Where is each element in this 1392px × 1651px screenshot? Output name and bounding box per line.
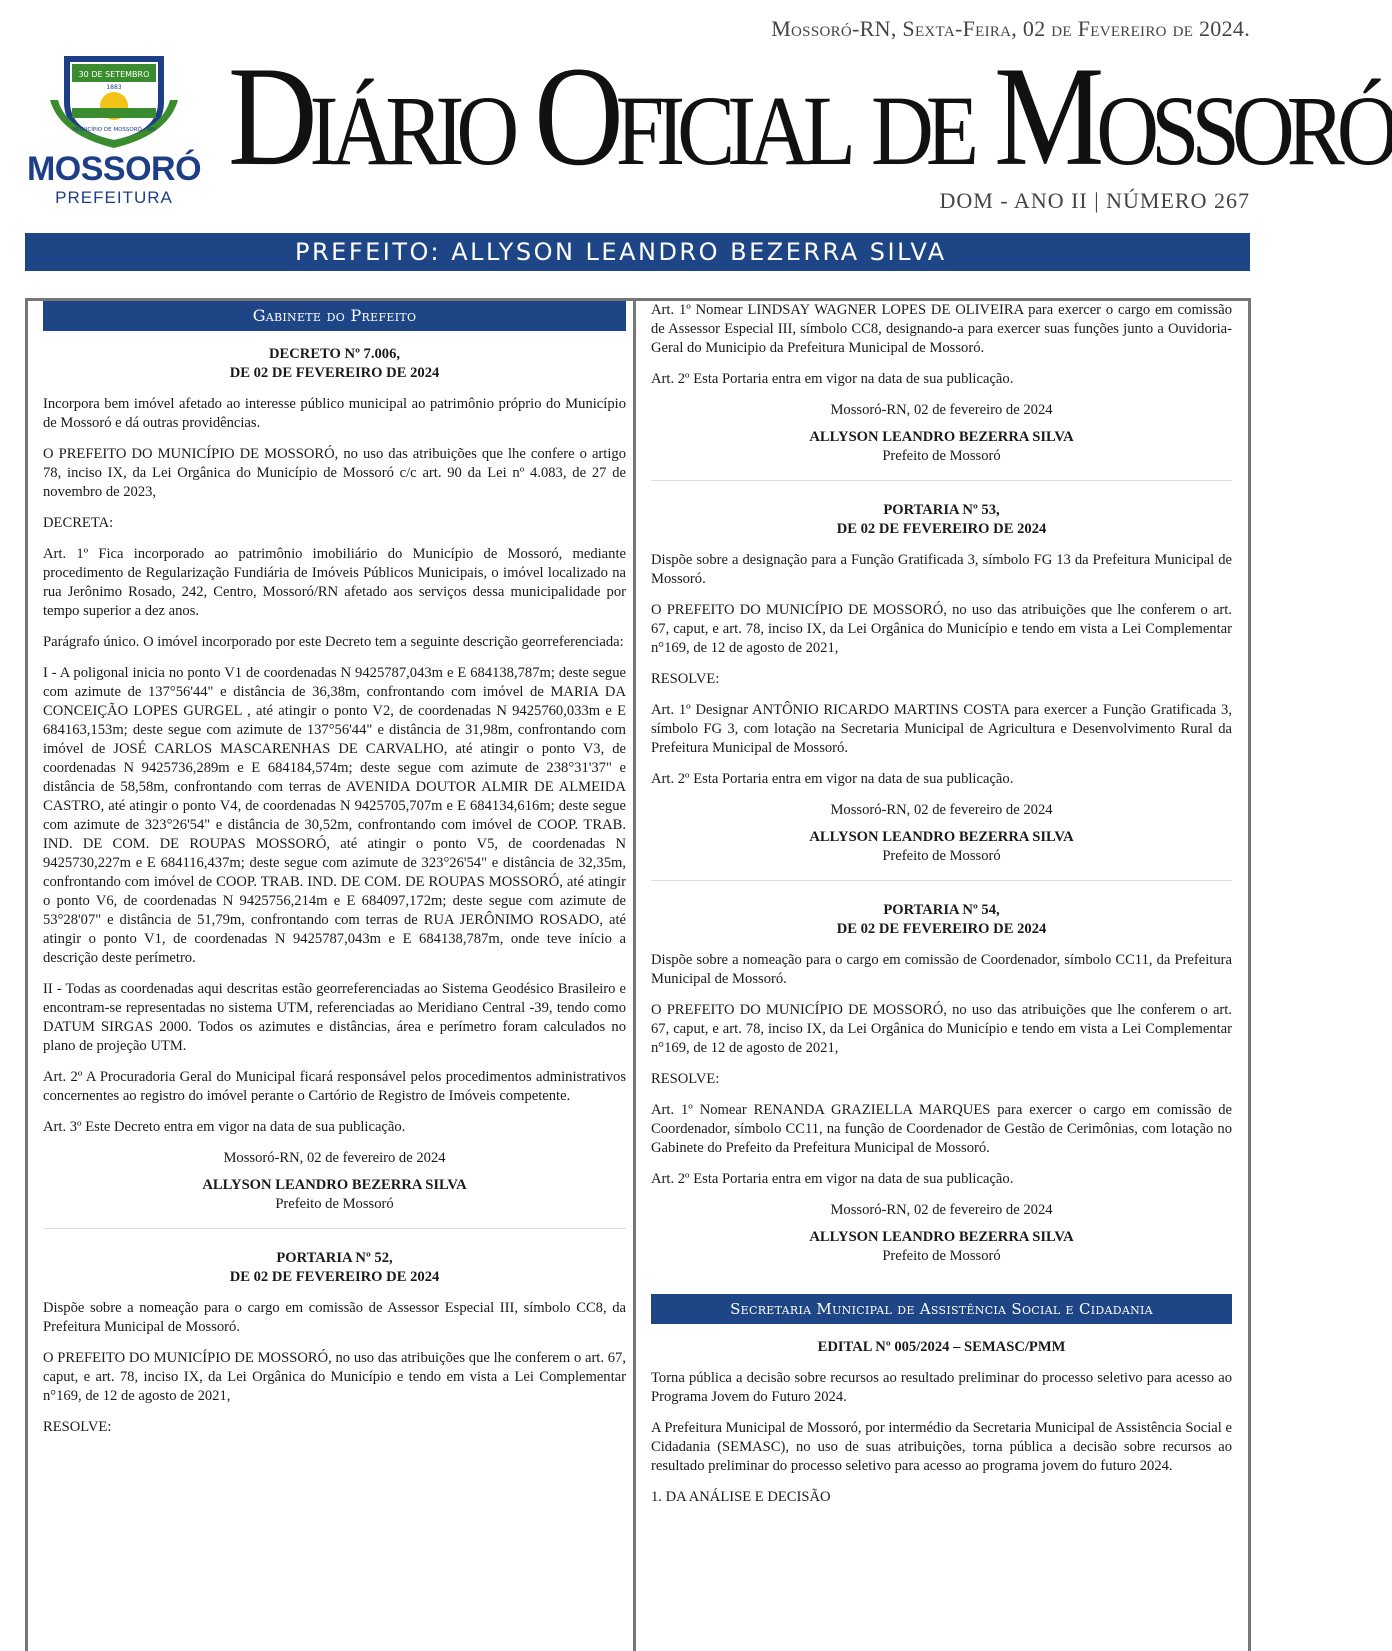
logo-ring-text: MUNICÍPIO DE MOSSORÓ · RN xyxy=(72,127,156,133)
portaria52-heading xyxy=(43,1249,626,1287)
logo-city-name: MOSSORÓ xyxy=(26,150,202,188)
decreto-art1: Art. 1º Fica incorporado ao patrimônio imobiliário do Município de Mossoró, mediante procedimento de Regularização Fundiária de Imóveis Públicos Municipais, o imóvel localizado na rua Jerônimo Rosado, 242, Centro, Mossoró/RN afetado aos serviços dessa municipalidade por tempo superior a dez anos. xyxy=(43,546,626,619)
portaria54-heading xyxy=(651,901,1232,939)
portaria53-signer-role: Prefeito de Mossoró xyxy=(882,848,1001,864)
portaria53-title: PORTARIA Nº 53, xyxy=(883,502,1000,518)
issue-number: DOM - ANO II | NÚMERO 267 xyxy=(939,188,1250,213)
edital-body: A Prefeitura Municipal de Mossoró, por intermédio da Secretaria Municipal de Assistência Social e Cidadania (SEMASC), no uso de suas atribuições, torna pública a decisão sobre recursos ao resultado preliminar do processo seletivo para acesso ao programa jovem do futuro 2024. xyxy=(651,1420,1232,1474)
decreto-art3: Art. 3º Este Decreto entra em vigor na data de sua publicação. xyxy=(43,1119,406,1135)
section-header-semasc: Secretaria Municipal de Assistência Social e Cidadania xyxy=(651,1294,1232,1324)
decreto-signer: ALLYSON LEANDRO BEZERRA SILVA xyxy=(202,1177,467,1193)
portaria53-heading xyxy=(651,501,1232,539)
portaria52-art2: Art. 2º Esta Portaria entra em vigor na data de sua publicação. xyxy=(651,371,1014,387)
logo-ribbon-year: 1883 xyxy=(106,84,122,91)
edital-item1: 1. DA ANÁLISE E DECISÃO xyxy=(651,1489,831,1505)
dateline: Mossoró-RN, Sexta-Feira, 02 de Fevereiro de 2024. xyxy=(771,16,1250,41)
portaria54-art1: Art. 1º Nomear RENANDA GRAZIELLA MARQUES para exercer o cargo em comissão de Coordenador, símbolo CC11, na função de Coordenador de Gestão de Cerimônias, com lotação no Gabinete do Prefeito da Prefeitura Municipal de Mossoró. xyxy=(651,1102,1232,1156)
portaria52-place-date: Mossoró-RN, 02 de fevereiro de 2024 xyxy=(830,402,1053,418)
portaria54-signer-role: Prefeito de Mossoró xyxy=(882,1248,1001,1264)
mayor-banner: PREFEITO: ALLYSON LEANDRO BEZERRA SILVA xyxy=(25,233,1250,271)
portaria54-signer: ALLYSON LEANDRO BEZERRA SILVA xyxy=(809,1229,1074,1245)
right-column xyxy=(651,301,1232,1519)
portaria53-place-date: Mossoró-RN, 02 de fevereiro de 2024 xyxy=(830,802,1053,818)
edital-heading xyxy=(651,1338,1232,1357)
portaria53-art2: Art. 2º Esta Portaria entra em vigor na data de sua publicação. xyxy=(651,771,1014,787)
divider xyxy=(43,1228,626,1229)
logo-ribbon-text: 30 DE SETEMBRO xyxy=(78,70,150,79)
portaria54-art2: Art. 2º Esta Portaria entra em vigor na data de sua publicação. xyxy=(651,1171,1014,1187)
city-logo xyxy=(24,50,204,205)
portaria52-preamble: O PREFEITO DO MUNICÍPIO DE MOSSORÓ, no uso das atribuições que lhe conferem o art. 67, caput, e art. 78, inciso IX, da Lei Orgânica do Município e tendo em vista a Lei Complementar n°169, de 12 de agosto de 2021, xyxy=(43,1350,626,1404)
edital-title: EDITAL Nº 005/2024 – SEMASC/PMM xyxy=(817,1339,1066,1355)
edital-ementa: Torna pública a decisão sobre recursos ao resultado preliminar do processo seletivo para acesso ao Programa Jovem do Futuro 2024. xyxy=(651,1370,1232,1405)
portaria53-signer: ALLYSON LEANDRO BEZERRA SILVA xyxy=(809,829,1074,845)
decreto-decreta: DECRETA: xyxy=(43,515,114,531)
decreto-place-date: Mossoró-RN, 02 de fevereiro de 2024 xyxy=(223,1150,446,1166)
decreto-paragrafo: Parágrafo único. O imóvel incorporado por este Decreto tem a seguinte descrição georreferenciada: xyxy=(43,634,624,650)
portaria52-signer-role: Prefeito de Mossoró xyxy=(882,448,1001,464)
portaria52-signer: ALLYSON LEANDRO BEZERRA SILVA xyxy=(809,429,1074,445)
portaria54-place-date: Mossoró-RN, 02 de fevereiro de 2024 xyxy=(830,1202,1053,1218)
decreto-date: DE 02 DE FEVEREIRO DE 2024 xyxy=(229,365,440,381)
portaria52-title: PORTARIA Nº 52, xyxy=(276,1250,393,1266)
portaria53-preamble: O PREFEITO DO MUNICÍPIO DE MOSSORÓ, no uso das atribuições que lhe conferem o art. 67, caput, e art. 78, inciso IX, da Lei Orgânica do Município e tendo em vista a Lei Complementar n°169, de 12 de agosto de 2021, xyxy=(651,602,1232,656)
column-divider xyxy=(633,298,636,1651)
portaria54-preamble: O PREFEITO DO MUNICÍPIO DE MOSSORÓ, no uso das atribuições que lhe conferem o art. 67, caput, e art. 78, inciso IX, da Lei Orgânica do Município e tendo em vista a Lei Complementar n°169, de 12 de agosto de 2021, xyxy=(651,1002,1232,1056)
divider xyxy=(651,480,1232,481)
divider xyxy=(651,880,1232,881)
decreto-signer-role: Prefeito de Mossoró xyxy=(275,1196,394,1212)
decreto-inciso2: II - Todas as coordenadas aqui descritas estão georreferenciadas ao Sistema Geodésico Brasileiro e encontram-se representadas no sistema UTM, referenciadas ao Meridiano Central -39, tendo como DATUM SIRGAS 2000. Todos os azimutes e distâncias, área e perímetro foram calculados no plano de projeção UTM. xyxy=(43,981,626,1054)
coat-of-arms-icon xyxy=(50,50,178,148)
decreto-art2: Art. 2º A Procuradoria Geral do Municipal ficará responsável pelos procedimentos administrativos concernentes ao registro do imóvel perante o Cartório de Registro de Imóveis competente. xyxy=(43,1069,626,1104)
portaria54-title: PORTARIA Nº 54, xyxy=(883,902,1000,918)
portaria52-resolve: RESOLVE: xyxy=(43,1419,112,1435)
portaria54-ementa: Dispõe sobre a nomeação para o cargo em comissão de Coordenador, símbolo CC11, da Prefeitura Municipal de Mossoró. xyxy=(651,952,1232,987)
left-column xyxy=(43,301,626,1449)
portaria52-date: DE 02 DE FEVEREIRO DE 2024 xyxy=(229,1269,440,1285)
portaria53-date: DE 02 DE FEVEREIRO DE 2024 xyxy=(836,521,1047,537)
section-header-gabinete: Gabinete do Prefeito xyxy=(43,301,626,331)
decreto-heading xyxy=(43,345,626,383)
portaria53-art1: Art. 1º Designar ANTÔNIO RICARDO MARTINS COSTA para exercer a Função Gratificada 3, símbolo FG 3, com lotação na Secretaria Municipal de Agricultura e Desenvolvimento Rural da Prefeitura Municipal de Mossoró. xyxy=(651,702,1232,756)
decreto-inciso1: I - A poligonal inicia no ponto V1 de coordenadas N 9425787,043m e E 684138,787m; deste segue com azimute de 137°56'44" e distância de 36,38m, confrontando com imóvel de MARIA DA CONCEIÇÃO LOPES GURGEL , até atingir o ponto V2, de coordenadas N 9425760,033m e E 684163,153m; deste segue com azimute de 137°56'44" e distância de 31,98m, confrontando com imóvel de JOSÉ CARLOS MASCARENHAS DE CARVALHO, até atingir o ponto V3, de coordenadas N 9425736,289m e E 684184,574m; deste segue com azimute de 238°31'37" e distância de 58,58m, confrontando com terras de AVENIDA DOUTOR ALMIR DE ALMEIDA CASTRO, até atingir o ponto V4, de coordenadas N 9425705,707m e E 684134,616m; deste segue com azimute de 323°26'54" e distância de 30,52m, confrontando com imóvel de COOP. TRAB. IND. DE COM. DE ROUPAS MOSSORÓ, até atingir o ponto V5, de coordenadas N 9425730,227m e E 684116,437m; deste segue com azimute de 323°26'54" e distância de 32,35m, confrontando com imóvel de COOP. TRAB. IND. DE COM. DE ROUPAS MOSSORÓ, até atingir o ponto V6, de coordenadas N 9425756,214m e E 684097,172m; deste segue com azimute de 53°28'07" e distância de 51,79m, confrontando com terras de RUA JERÔNIMO ROSADO, até atingir o ponto V1, de coordenadas N 9425787,043m e E 684138,787m, onde teve início a descrição deste perímetro. xyxy=(43,665,626,966)
decreto-title: DECRETO Nº 7.006, xyxy=(268,346,401,362)
logo-subtitle: PREFEITURA xyxy=(55,188,173,207)
portaria52-art1: Art. 1º Nomear LINDSAY WAGNER LOPES DE OLIVEIRA para exercer o cargo em comissão de Assessor Especial III, símbolo CC8, designando-a para exercer suas funções junto a Ouvidoria-Geral do Municipio da Prefeitura Municipal de Mossoró. xyxy=(651,302,1232,356)
portaria54-resolve: RESOLVE: xyxy=(651,1071,720,1087)
portaria52-ementa: Dispõe sobre a nomeação para o cargo em comissão de Assessor Especial III, símbolo CC8, da Prefeitura Municipal de Mossoró. xyxy=(43,1300,626,1335)
masthead-title: Diário Oficial de Mossoró xyxy=(228,37,1392,195)
portaria53-ementa: Dispõe sobre a designação para a Função Gratificada 3, símbolo FG 13 da Prefeitura Municipal de Mossoró. xyxy=(651,552,1232,587)
decreto-ementa: Incorpora bem imóvel afetado ao interesse público municipal ao patrimônio próprio do Município de Mossoró e dá outras providências. xyxy=(43,396,626,431)
portaria53-resolve: RESOLVE: xyxy=(651,671,720,687)
decreto-preamble: O PREFEITO DO MUNICÍPIO DE MOSSORÓ, no uso das atribuições que lhe confere o artigo 78, inciso IX, da Lei Orgânica do Município de Mossoró c/c art. 90 da Lei nº 4.083, de 27 de novembro de 2023, xyxy=(43,446,626,500)
portaria54-date: DE 02 DE FEVEREIRO DE 2024 xyxy=(836,921,1047,937)
